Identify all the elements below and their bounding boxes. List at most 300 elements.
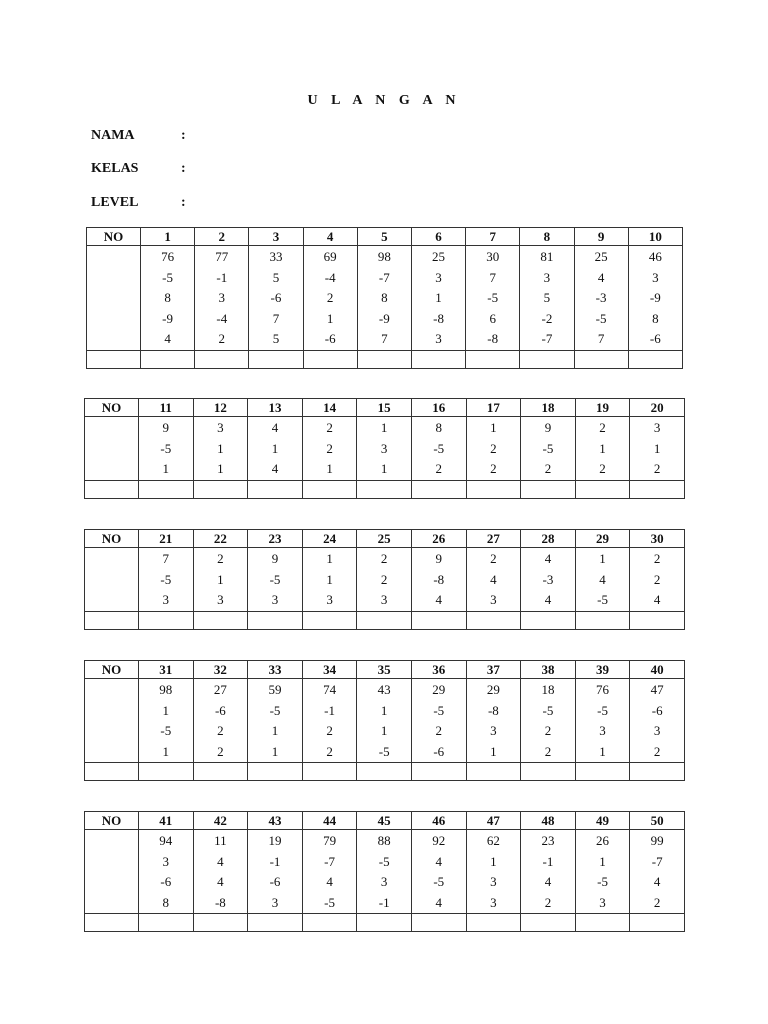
question-values-cell xyxy=(466,246,520,351)
answer-cell[interactable] xyxy=(248,611,303,629)
question-values-cell xyxy=(195,246,249,351)
answer-cell[interactable] xyxy=(139,763,194,781)
answer-cell[interactable] xyxy=(521,611,576,629)
answer-cell[interactable] xyxy=(575,763,630,781)
question-values-cell xyxy=(357,679,412,763)
answer-cell[interactable] xyxy=(411,763,466,781)
question-values-cell xyxy=(575,679,630,763)
question-value: -5 xyxy=(160,723,172,738)
question-value: 8 xyxy=(435,420,443,435)
answer-cell[interactable] xyxy=(628,350,682,368)
question-value: 79 xyxy=(323,833,337,848)
answer-cell[interactable] xyxy=(521,914,576,932)
question-value: 3 xyxy=(490,894,497,910)
question-value: 2 xyxy=(490,440,497,456)
values-row xyxy=(85,417,685,481)
question-value: -2 xyxy=(541,310,553,326)
worksheet-table-2 xyxy=(84,398,685,499)
class-field[interactable] xyxy=(91,161,186,177)
answer-cell[interactable] xyxy=(139,480,194,498)
question-values-cell xyxy=(139,679,194,763)
question-number-cell: 41 xyxy=(139,812,194,830)
question-value: 8 xyxy=(164,290,171,305)
question-value: 2 xyxy=(544,894,552,910)
question-value: -6 xyxy=(269,874,281,889)
question-value: 4 xyxy=(435,592,443,607)
answer-cell[interactable] xyxy=(193,611,248,629)
question-value: -9 xyxy=(378,310,390,326)
question-values-cell xyxy=(521,548,576,612)
question-number-cell: 34 xyxy=(302,661,357,679)
question-values-cell xyxy=(575,548,630,612)
worksheet-table-4 xyxy=(84,660,685,781)
question-value: -5 xyxy=(160,440,172,456)
question-value: 1 xyxy=(326,461,333,476)
answer-cell[interactable] xyxy=(411,350,465,368)
question-value: 88 xyxy=(377,833,391,848)
question-values-cell xyxy=(575,417,630,481)
no-header-cell: NO xyxy=(85,530,139,548)
question-value: 1 xyxy=(599,440,606,456)
question-value: 4 xyxy=(217,874,224,889)
question-value: 26 xyxy=(596,833,610,848)
question-values-cell xyxy=(248,417,303,481)
question-value: -8 xyxy=(487,702,499,718)
question-value: 1 xyxy=(271,743,279,759)
answer-cell[interactable] xyxy=(248,480,303,498)
question-value: -5 xyxy=(542,440,554,456)
question-value: -5 xyxy=(160,571,172,587)
question-value: 81 xyxy=(540,249,554,264)
question-values-cell xyxy=(574,246,628,351)
header-row xyxy=(85,399,685,417)
answer-row xyxy=(85,763,685,781)
question-value: 4 xyxy=(435,853,443,869)
question-value: -5 xyxy=(269,702,281,718)
question-value: -6 xyxy=(649,331,661,346)
question-value: -3 xyxy=(542,571,554,587)
answer-cell[interactable] xyxy=(302,763,357,781)
no-header-cell: NO xyxy=(87,228,141,246)
question-value: 5 xyxy=(272,269,280,285)
header-row xyxy=(85,661,685,679)
question-value: 4 xyxy=(164,331,171,346)
question-values-cell xyxy=(466,679,521,763)
question-value: 25 xyxy=(594,249,608,264)
class-label: KELAS xyxy=(91,161,139,176)
question-value: 4 xyxy=(597,269,605,285)
question-value: 4 xyxy=(653,592,661,607)
question-number-cell: 45 xyxy=(357,812,412,830)
question-value: 1 xyxy=(271,723,279,738)
question-number-cell: 5 xyxy=(357,228,411,246)
question-number-cell: 12 xyxy=(193,399,248,417)
question-value: 3 xyxy=(653,723,661,738)
answer-cell[interactable] xyxy=(630,763,685,781)
question-value: 19 xyxy=(268,833,282,848)
question-value: 2 xyxy=(653,551,661,566)
answer-cell[interactable] xyxy=(195,350,249,368)
question-value: -5 xyxy=(162,269,174,285)
answer-cell[interactable] xyxy=(575,914,630,932)
question-value: 8 xyxy=(652,310,659,326)
question-value: 2 xyxy=(544,461,552,476)
answer-cell[interactable] xyxy=(466,914,521,932)
question-number-cell: 50 xyxy=(630,812,685,830)
values-row xyxy=(85,548,685,612)
question-value: -7 xyxy=(541,331,553,346)
answer-cell[interactable] xyxy=(357,611,412,629)
no-header-cell: NO xyxy=(85,812,139,830)
question-values-cell xyxy=(411,417,466,481)
answer-cell[interactable] xyxy=(357,350,411,368)
question-value: -9 xyxy=(162,310,174,326)
question-values-cell xyxy=(630,417,685,481)
answer-cell[interactable] xyxy=(302,914,357,932)
question-value: 2 xyxy=(380,571,388,587)
question-value: 3 xyxy=(490,723,497,738)
answer-label-cell xyxy=(87,350,141,368)
question-value: 2 xyxy=(490,551,497,566)
question-value: 2 xyxy=(217,723,224,738)
answer-cell[interactable] xyxy=(411,480,466,498)
question-value: -3 xyxy=(595,290,607,305)
question-value: 1 xyxy=(490,420,497,435)
question-values-cell xyxy=(630,679,685,763)
no-header-cell: NO xyxy=(85,399,139,417)
answer-cell[interactable] xyxy=(575,611,630,629)
question-value: 2 xyxy=(490,461,497,476)
question-values-cell xyxy=(521,830,576,914)
answer-cell[interactable] xyxy=(630,914,685,932)
question-value: 94 xyxy=(159,833,173,848)
question-value: 2 xyxy=(326,743,333,759)
question-value: 3 xyxy=(435,331,442,346)
question-value: 7 xyxy=(162,551,170,566)
answer-cell[interactable] xyxy=(520,350,574,368)
question-value: 3 xyxy=(490,592,497,607)
question-values-cell xyxy=(357,417,412,481)
question-number-cell: 26 xyxy=(411,530,466,548)
question-value: 4 xyxy=(435,894,443,910)
answer-cell[interactable] xyxy=(139,611,194,629)
level-field[interactable] xyxy=(91,195,186,211)
question-value: -8 xyxy=(214,894,226,910)
answer-cell[interactable] xyxy=(630,611,685,629)
question-value: -6 xyxy=(160,874,172,889)
name-field[interactable] xyxy=(91,128,186,144)
question-value: -4 xyxy=(216,310,228,326)
question-value: 1 xyxy=(271,440,279,456)
answer-label-cell xyxy=(85,611,139,629)
question-number-cell: 35 xyxy=(357,661,412,679)
question-values-cell xyxy=(248,679,303,763)
question-values-cell xyxy=(466,417,521,481)
answer-cell[interactable] xyxy=(193,914,248,932)
question-value: 3 xyxy=(543,269,551,285)
question-number-cell: 21 xyxy=(139,530,194,548)
answer-cell[interactable] xyxy=(521,480,576,498)
question-values-cell xyxy=(357,548,412,612)
question-value: 1 xyxy=(162,743,170,759)
question-values-cell xyxy=(466,548,521,612)
question-number-cell: 30 xyxy=(630,530,685,548)
question-value: 47 xyxy=(650,682,664,697)
question-values-cell xyxy=(249,246,303,351)
question-value: 1 xyxy=(599,551,606,566)
question-value: 1 xyxy=(217,571,224,587)
question-number-cell: 38 xyxy=(521,661,576,679)
question-values-cell xyxy=(357,830,412,914)
question-value: 3 xyxy=(271,592,279,607)
question-value: 7 xyxy=(597,331,605,346)
answer-cell[interactable] xyxy=(466,611,521,629)
question-value: 3 xyxy=(599,723,606,738)
answer-cell[interactable] xyxy=(466,350,520,368)
answer-cell[interactable] xyxy=(630,480,685,498)
question-number-cell: 22 xyxy=(193,530,248,548)
question-value: 2 xyxy=(435,723,443,738)
question-value: 4 xyxy=(271,420,279,435)
question-values-cell xyxy=(521,417,576,481)
blank-label-cell xyxy=(85,417,139,481)
question-value: 8 xyxy=(162,894,170,910)
question-value: 6 xyxy=(489,310,496,326)
answer-cell[interactable] xyxy=(357,763,412,781)
question-values-cell xyxy=(302,417,357,481)
worksheet-table-5 xyxy=(84,811,685,932)
question-value: 4 xyxy=(599,571,606,587)
question-value: -1 xyxy=(324,702,335,718)
question-value: 3 xyxy=(217,592,224,607)
question-value: -1 xyxy=(542,853,554,869)
question-value: -5 xyxy=(595,310,607,326)
question-value: 46 xyxy=(648,249,662,264)
question-value: -5 xyxy=(433,874,445,889)
question-value: 4 xyxy=(326,874,333,889)
answer-row xyxy=(85,914,685,932)
question-number-cell: 19 xyxy=(575,399,630,417)
question-value: 2 xyxy=(326,440,333,456)
question-number-cell: 42 xyxy=(193,812,248,830)
question-value: 2 xyxy=(435,461,443,476)
blank-label-cell xyxy=(85,830,139,914)
answer-cell[interactable] xyxy=(141,350,195,368)
values-row xyxy=(85,830,685,914)
answer-cell[interactable] xyxy=(193,480,248,498)
question-value: 43 xyxy=(377,682,391,697)
question-number-cell: 10 xyxy=(628,228,682,246)
question-number-cell: 3 xyxy=(249,228,303,246)
question-value: 2 xyxy=(326,290,334,305)
level-colon: : xyxy=(181,195,186,210)
question-values-cell xyxy=(302,679,357,763)
question-number-cell: 2 xyxy=(195,228,249,246)
question-value: 2 xyxy=(653,571,661,587)
question-value: 33 xyxy=(269,249,283,264)
question-number-cell: 47 xyxy=(466,812,521,830)
answer-row xyxy=(85,611,685,629)
question-value: 1 xyxy=(326,551,333,566)
question-value: -5 xyxy=(378,853,390,869)
question-value: -8 xyxy=(433,571,445,587)
question-number-cell: 24 xyxy=(302,530,357,548)
question-values-cell xyxy=(248,830,303,914)
question-value: -1 xyxy=(216,269,228,285)
question-value: 29 xyxy=(432,682,446,697)
question-value: 1 xyxy=(380,723,388,738)
question-value: 2 xyxy=(326,420,333,435)
question-value: -5 xyxy=(269,571,281,587)
answer-cell[interactable] xyxy=(249,350,303,368)
question-values-cell xyxy=(630,548,685,612)
answer-cell[interactable] xyxy=(302,611,357,629)
answer-label-cell xyxy=(85,480,139,498)
answer-cell[interactable] xyxy=(302,480,357,498)
question-number-cell: 25 xyxy=(357,530,412,548)
question-number-cell: 40 xyxy=(630,661,685,679)
question-value: 4 xyxy=(271,461,279,476)
question-values-cell xyxy=(141,246,195,351)
question-values-cell xyxy=(139,830,194,914)
question-number-cell: 18 xyxy=(521,399,576,417)
question-value: 3 xyxy=(490,874,497,889)
question-number-cell: 16 xyxy=(411,399,466,417)
question-number-cell: 6 xyxy=(411,228,465,246)
question-value: 2 xyxy=(599,461,606,476)
question-number-cell: 49 xyxy=(575,812,630,830)
question-value: -5 xyxy=(542,702,554,718)
question-number-cell: 44 xyxy=(302,812,357,830)
question-value: 2 xyxy=(380,551,388,566)
question-value: 7 xyxy=(381,331,388,346)
question-value: 30 xyxy=(486,249,500,264)
question-value: 2 xyxy=(217,743,224,759)
question-value: -8 xyxy=(433,310,444,326)
question-values-cell xyxy=(411,679,466,763)
question-value: 76 xyxy=(161,249,175,264)
answer-cell[interactable] xyxy=(521,763,576,781)
question-value: 2 xyxy=(326,723,333,738)
answer-cell[interactable] xyxy=(248,763,303,781)
values-row xyxy=(85,679,685,763)
answer-label-cell xyxy=(85,914,139,932)
answer-label-cell xyxy=(85,763,139,781)
question-value: 3 xyxy=(271,894,279,910)
answer-cell[interactable] xyxy=(357,480,412,498)
answer-cell[interactable] xyxy=(411,611,466,629)
question-value: 4 xyxy=(653,874,661,889)
question-value: 29 xyxy=(486,682,500,697)
question-value: -7 xyxy=(324,853,335,869)
answer-cell[interactable] xyxy=(411,914,466,932)
question-value: -6 xyxy=(270,290,282,305)
question-values-cell xyxy=(521,679,576,763)
question-value: 9 xyxy=(271,551,279,566)
question-values-cell xyxy=(411,548,466,612)
question-value: 7 xyxy=(272,310,280,326)
question-number-cell: 20 xyxy=(630,399,685,417)
question-value: 4 xyxy=(544,551,552,566)
question-number-cell: 4 xyxy=(303,228,357,246)
question-number-cell: 33 xyxy=(248,661,303,679)
question-values-cell xyxy=(411,246,465,351)
question-value: 8 xyxy=(381,290,388,305)
question-value: -5 xyxy=(487,290,499,305)
answer-cell[interactable] xyxy=(357,914,412,932)
question-values-cell xyxy=(248,548,303,612)
question-value: 3 xyxy=(599,894,606,910)
answer-cell[interactable] xyxy=(303,350,357,368)
question-value: 2 xyxy=(653,461,661,476)
name-label: NAMA xyxy=(91,128,135,143)
question-value: -4 xyxy=(324,269,336,285)
question-value: 3 xyxy=(380,592,388,607)
answer-cell[interactable] xyxy=(466,480,521,498)
question-value: 5 xyxy=(272,331,280,346)
answer-cell[interactable] xyxy=(193,763,248,781)
question-values-cell xyxy=(139,548,194,612)
question-values-cell xyxy=(520,246,574,351)
question-value: 9 xyxy=(435,551,443,566)
question-value: 4 xyxy=(217,853,224,869)
header-row xyxy=(85,812,685,830)
question-number-cell: 36 xyxy=(411,661,466,679)
question-values-cell xyxy=(302,548,357,612)
question-value: 99 xyxy=(650,833,664,848)
question-value: 11 xyxy=(214,833,227,848)
question-value: 7 xyxy=(489,269,496,285)
question-value: 2 xyxy=(544,723,552,738)
question-value: 1 xyxy=(380,420,388,435)
question-values-cell xyxy=(357,246,411,351)
class-colon: : xyxy=(181,161,186,176)
question-value: 98 xyxy=(377,249,391,264)
question-values-cell xyxy=(466,830,521,914)
question-number-cell: 1 xyxy=(141,228,195,246)
answer-cell[interactable] xyxy=(575,480,630,498)
question-value: 3 xyxy=(217,420,224,435)
question-values-cell xyxy=(193,830,248,914)
question-value: 1 xyxy=(217,440,224,456)
answer-cell[interactable] xyxy=(139,914,194,932)
question-value: -9 xyxy=(649,290,661,305)
question-number-cell: 46 xyxy=(411,812,466,830)
question-value: -8 xyxy=(487,331,499,346)
question-number-cell: 17 xyxy=(466,399,521,417)
question-value: -1 xyxy=(269,853,281,869)
question-value: 4 xyxy=(544,874,552,889)
question-value: 23 xyxy=(541,833,555,848)
question-value: 9 xyxy=(162,420,170,435)
values-row xyxy=(87,246,683,351)
answer-cell[interactable] xyxy=(466,763,521,781)
question-value: -6 xyxy=(324,331,336,346)
question-value: 3 xyxy=(218,290,226,305)
question-number-cell: 39 xyxy=(575,661,630,679)
question-number-cell: 9 xyxy=(574,228,628,246)
answer-row xyxy=(85,480,685,498)
question-value: 3 xyxy=(380,874,388,889)
question-value: 1 xyxy=(653,440,661,456)
question-values-cell xyxy=(575,830,630,914)
question-number-cell: 13 xyxy=(248,399,303,417)
answer-cell[interactable] xyxy=(574,350,628,368)
question-number-cell: 48 xyxy=(521,812,576,830)
question-value: 3 xyxy=(653,420,661,435)
question-value: 2 xyxy=(218,331,226,346)
answer-cell[interactable] xyxy=(248,914,303,932)
